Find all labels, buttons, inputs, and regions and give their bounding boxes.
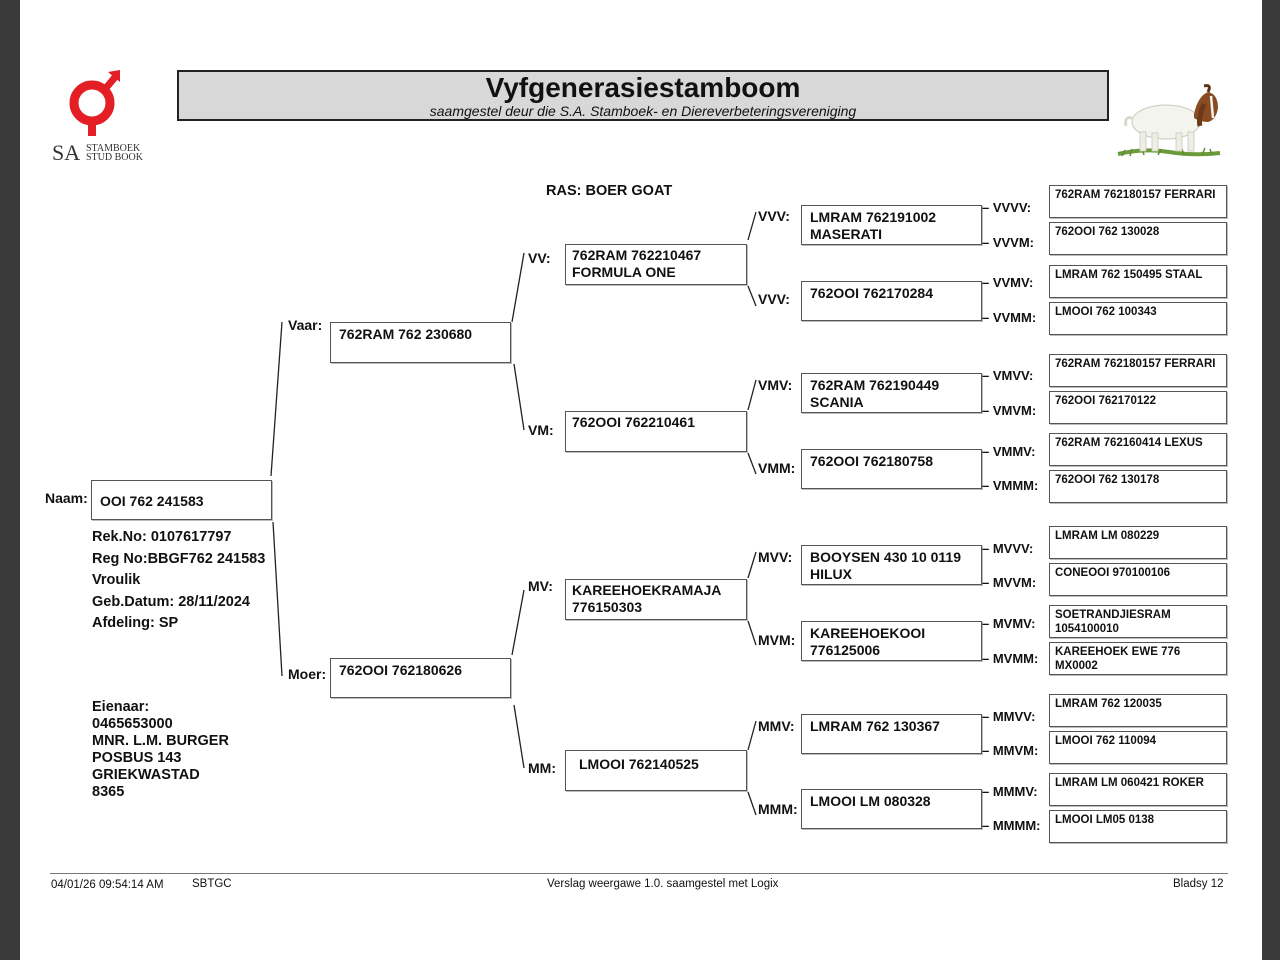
vvmm-line1: LMOOI 762 100343 [1055, 306, 1157, 318]
vvm-box [801, 281, 982, 321]
vvv-line2: MASERATI [810, 226, 883, 242]
vvmm-box [1049, 302, 1227, 335]
vvvm-line1: 762OOI 762 130028 [1055, 226, 1160, 238]
vvv-line1: LMRAM 762191002 [810, 209, 937, 225]
mvvv-label: – MVVV: [982, 541, 1034, 556]
sire-label: Vaar: [288, 317, 323, 333]
vmvv-line1: 762RAM 762180157 FERRARI [1055, 358, 1216, 370]
vmm-label: VMM: [758, 460, 796, 476]
vvvv-box [1049, 185, 1227, 218]
mm-box [565, 750, 747, 791]
page-title: Vyfgenerasiestamboom [485, 72, 801, 103]
mvv-box [801, 545, 982, 585]
logo-stamboek: STAMBOEK [86, 143, 141, 154]
section: Afdeling: SP [92, 615, 179, 631]
vvmm-label: – VVMM: [982, 310, 1037, 325]
mvvm-label: – MVVM: [982, 575, 1037, 590]
vv-line2: FORMULA ONE [572, 264, 676, 280]
pedigree-page [20, 0, 1262, 960]
vvmv-box [1049, 265, 1227, 298]
vmmv-box [1049, 433, 1227, 466]
mmv-line1: LMRAM 762 130367 [810, 718, 940, 734]
vm-line1: 762OOI 762210461 [572, 414, 695, 430]
vmvm-box [1049, 391, 1227, 424]
owner-postcode: 8365 [92, 784, 125, 800]
dam-label: Moer: [288, 666, 327, 682]
vvm-label: VVV: [758, 291, 790, 307]
mmmm-box [1049, 810, 1227, 843]
vvmv-label: – VVMV: [982, 275, 1034, 290]
mvv-line1: BOOYSEN 430 10 0119 [810, 549, 961, 565]
mv-label: MV: [528, 578, 553, 594]
reg-no: Reg No:BBGF762 241583 [92, 550, 266, 567]
mvm-box [801, 621, 982, 661]
footer-page: Bladsy 12 [1173, 878, 1224, 890]
animal-info [92, 527, 265, 635]
mvmv-box [1049, 605, 1227, 638]
mv-box [565, 579, 747, 620]
mm-label: MM: [528, 760, 556, 776]
vm-label: VM: [528, 422, 554, 438]
mvvv-box [1049, 526, 1227, 559]
mvmm-line2: MX0002 [1055, 660, 1098, 672]
vvm-line1: 762OOI 762170284 [810, 285, 933, 301]
vmv-box [801, 373, 982, 413]
logo-sa: SA [52, 140, 81, 165]
vmv-line2: SCANIA [810, 394, 864, 410]
owner-address2: GRIEKWASTAD [92, 767, 200, 783]
mvv-line2: HILUX [810, 566, 852, 582]
mmmv-line1: LMRAM LM 060421 ROKER [1055, 777, 1204, 789]
vmvm-label: – VMVM: [982, 403, 1037, 418]
mmm-box [801, 789, 982, 829]
mvmv-line2: 1054100010 [1055, 623, 1119, 635]
vvv-box [801, 205, 982, 245]
mvm-line2: 776125006 [810, 642, 881, 658]
mvmv-label: – MVMV: [982, 616, 1036, 631]
mmmm-line1: LMOOI LM05 0138 [1055, 814, 1155, 826]
vvmv-line1: LMRAM 762 150495 STAAL [1055, 269, 1203, 281]
mvm-line1: KAREEHOEKOOI [810, 625, 926, 641]
mvvv-line1: LMRAM LM 080229 [1055, 530, 1160, 542]
mmm-line1: LMOOI LM 080328 [810, 793, 931, 809]
mmvv-label: – MMVV: [982, 709, 1036, 724]
vmmm-line1: 762OOI 762 130178 [1055, 474, 1160, 486]
mmvm-line1: LMOOI 762 110094 [1055, 735, 1157, 747]
vmvv-label: – VMVV: [982, 368, 1034, 383]
mmv-label: MMV: [758, 718, 795, 734]
sire-line1: 762RAM 762 230680 [339, 326, 473, 342]
mmvv-line1: LMRAM 762 120035 [1055, 698, 1162, 710]
mvv-label: MVV: [758, 549, 793, 565]
mvmm-label: – MVMM: [982, 651, 1039, 666]
vmv-label: VMV: [758, 377, 793, 393]
vmvv-box [1049, 354, 1227, 387]
mmvm-box [1049, 731, 1227, 764]
vmmv-label: – VMMV: [982, 444, 1036, 459]
vvvm-label: – VVVM: [982, 235, 1035, 250]
breed-label: RAS: BOER GOAT [546, 183, 673, 199]
vv-line1: 762RAM 762210467 [572, 247, 702, 263]
page-subtitle: saamgestel deur die S.A. Stamboek- en Diereverbeteringsvereniging [429, 103, 857, 119]
vmvm-line1: 762OOI 762170122 [1055, 395, 1157, 407]
naam-label: Naam: [45, 490, 88, 506]
vmm-line1: 762OOI 762180758 [810, 453, 933, 469]
owner-label: Eienaar: [92, 699, 150, 715]
vv-box [565, 244, 747, 285]
birth-date: Geb.Datum: 28/11/2024 [92, 593, 250, 610]
sire-box [330, 322, 511, 363]
mvm-label: MVM: [758, 632, 796, 648]
mvmv-line1: SOETRANDJIESRAM [1055, 609, 1171, 621]
logo-studbook: STUD BOOK [86, 152, 143, 163]
mmvv-box [1049, 694, 1227, 727]
mv-line2: 776150303 [572, 599, 643, 615]
footer-datetime: 04/01/26 09:54:14 AM [51, 879, 164, 891]
mm-line1: LMOOI 762140525 [579, 756, 699, 772]
mmv-box [801, 714, 982, 754]
owner-info [92, 699, 229, 801]
vvvm-box [1049, 222, 1227, 255]
owner-address1: POSBUS 143 [92, 750, 182, 766]
mmmv-box [1049, 773, 1227, 806]
vmm-box [801, 449, 982, 489]
owner-name: MNR. L.M. BURGER [92, 733, 229, 749]
rek-no: Rek.No: 0107617797 [92, 529, 232, 545]
mmvm-label: – MMVM: [982, 743, 1039, 758]
mvvm-line1: CONEOOI 970100106 [1055, 567, 1171, 579]
animal-name: OOI 762 241583 [100, 493, 204, 509]
vvvv-label: – VVVV: [982, 200, 1032, 215]
sex: Vroulik [92, 572, 141, 588]
vmmm-label: – VMMM: [982, 478, 1039, 493]
mvvm-box [1049, 563, 1227, 596]
vvvv-line1: 762RAM 762180157 FERRARI [1055, 189, 1216, 201]
mmm-label: MMM: [758, 801, 798, 817]
footer-code: SBTGC [192, 878, 232, 890]
mvmm-box [1049, 642, 1227, 675]
vm-box [565, 411, 747, 452]
vv-label: VV: [528, 250, 551, 266]
mvmm-line1: KAREEHOEK EWE 776 [1055, 646, 1181, 658]
mmmm-label: – MMMM: [982, 818, 1041, 833]
dam-box [330, 658, 511, 698]
mmmv-label: – MMMV: [982, 784, 1038, 799]
footer-divider [50, 873, 1228, 874]
footer-report: Verslag weergawe 1.0. saamgestel met Logix [547, 878, 779, 890]
vmmv-line1: 762RAM 762160414 LEXUS [1055, 437, 1203, 449]
vmv-line1: 762RAM 762190449 [810, 377, 940, 393]
vmmm-box [1049, 470, 1227, 503]
animal-name-box [91, 480, 272, 520]
dam-line1: 762OOI 762180626 [339, 662, 462, 678]
owner-number: 0465653000 [92, 716, 173, 732]
vvv-label: VVV: [758, 208, 790, 224]
mv-line1: KAREEHOEKRAMAJA [572, 582, 722, 598]
